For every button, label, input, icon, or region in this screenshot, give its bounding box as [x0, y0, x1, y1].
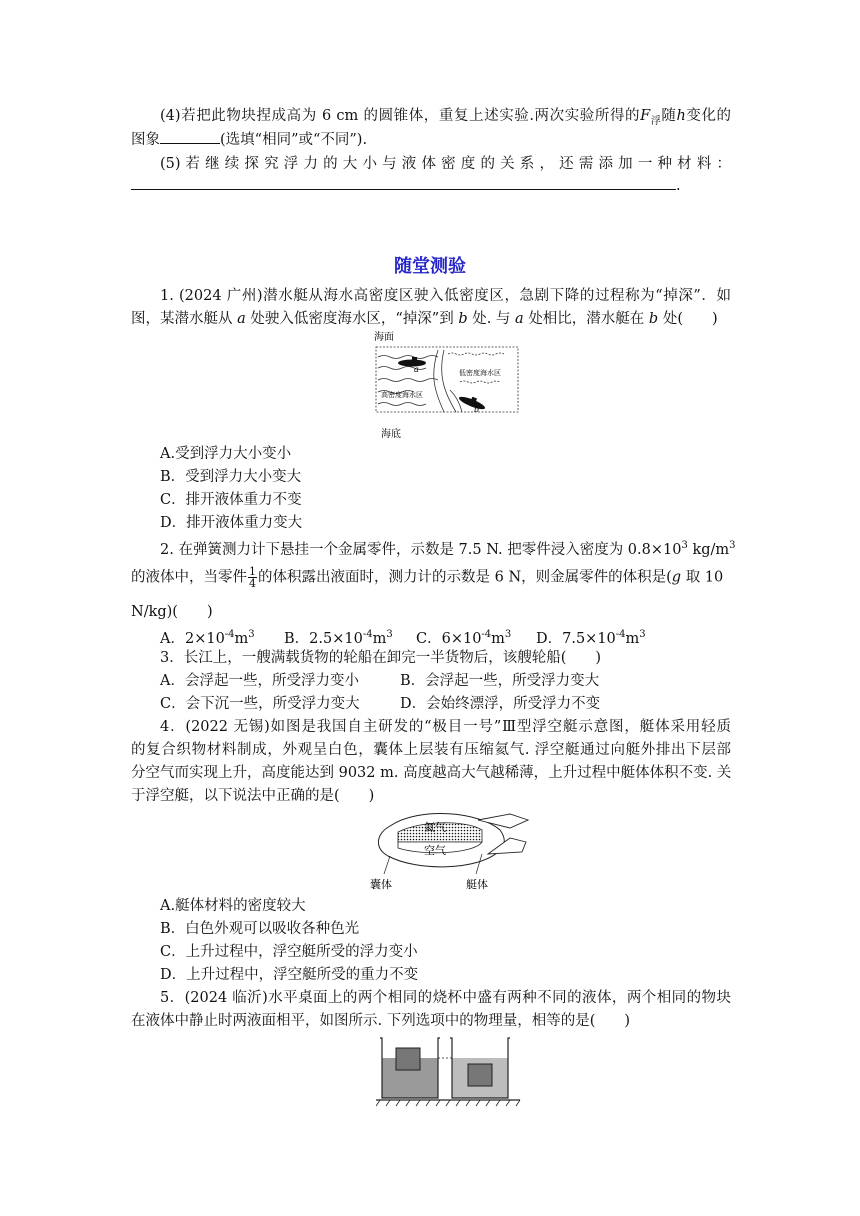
beakers-diagram [376, 1034, 522, 1110]
q4-part5-line1: (5) 若 继 续 探 究 浮 力 的 大 小 与 液 体 密 度 的 关 系 ， 还 需 添 加 一 种 材 料 ： [160, 156, 731, 172]
q4-line4: 于浮空艇，以下说法中正确的是( ) [131, 788, 375, 804]
q2-option-c[interactable]: C．$6\times 10^{-4}m^3$ [416, 629, 512, 647]
q2-line2: 的液体中，当零件 $\frac{1}{4}$ 的体积露出液面时，测力计的示数是 6 N，则金属零件的体积是(g 取 10 [131, 565, 724, 590]
q4-option-d[interactable]: D．上升过程中，浮空艇所受的重力不变 [160, 967, 419, 983]
label-high-density: 高密度海水区 [381, 391, 423, 399]
q4-line3: 分空气而实现上升，高度能达到 9032 m. 高度越高大气越稀薄，上升过程中艇体体积不变. 关 [131, 765, 732, 781]
airship-diagram [370, 808, 534, 892]
answer-blank[interactable] [160, 129, 220, 144]
q4-line2: 的复合织物材料制成，外观呈白色，囊体上层装有压缩氦气. 浮空艇通过向艇外排出下层部 [131, 742, 731, 758]
q4-option-c[interactable]: C．上升过程中，浮空艇所受的浮力变小 [160, 944, 418, 960]
svg-text:b: b [474, 405, 480, 414]
svg-text:a: a [414, 365, 419, 374]
q4-part5-line2: . [131, 175, 731, 196]
q4-part4-line2: 图象 (选填“相同”或“不同”). [131, 129, 731, 150]
q3-options-row1 [160, 671, 731, 691]
q1-line1: 1. (2024 广州)潜水艇从海水高密度区驶入低密度区，急剧下降的过程称为“掉深”．如 [160, 288, 731, 304]
block-right-icon [468, 1064, 492, 1086]
q2-option-a[interactable]: A．$2\times 10^{-4}m^3$ [160, 629, 255, 647]
q4-option-a[interactable]: A.艇体材料的密度较大 [160, 898, 306, 914]
label-sea-surface: 海面 [374, 332, 394, 343]
q3-options-row2 [160, 694, 731, 714]
q2-option-b[interactable]: B．$2.5\times 10^{-4}m^3$ [284, 629, 393, 647]
q4-part4-line1: (4)若把此物块捏成高为 6 cm 的圆锥体，重复上述实验.两次实验所得的$F_浮$随h变化的 [160, 108, 732, 127]
q1-option-d[interactable]: D．排开液体重力变大 [160, 515, 303, 531]
label-low-density: 低密度海水区 [459, 369, 501, 377]
q1-option-b[interactable]: B．受到浮力大小变大 [160, 469, 302, 485]
q5-line2: 在液体中静止时两液面相平，如图所示. 下列选项中的物理量，相等的是( ) [131, 1013, 631, 1029]
q2-line1: 2. 在弹簧测力计下悬挂一个金属零件，示数是 7.5 N. 把零件浸入密度为 $0.8\times 10^3$ $kg/m^3$ [160, 540, 736, 558]
q3-option-b[interactable]: B．会浮起一些，所受浮力变大 [400, 673, 600, 689]
block-left-icon [396, 1048, 420, 1070]
q2-option-d[interactable]: D．$7.5\times 10^{-4}m^3$ [536, 629, 646, 647]
q4-option-b[interactable]: B．白色外观可以吸收各种色光 [160, 921, 360, 937]
label-sea-bottom: 海底 [381, 429, 401, 440]
q1-option-c[interactable]: C．排开液体重力不变 [160, 492, 302, 508]
q2-line3: N/kg)( ) [131, 604, 213, 620]
fraction-one-quarter: $\frac{1}{4}$ [249, 565, 256, 590]
label-bag: 囊体 [370, 878, 392, 891]
q3-option-c[interactable]: C．会下沉一些，所受浮力变大 [160, 696, 360, 712]
q1-line2: 图，某潜水艇从 a 处驶入低密度海水区，“掉深”到 b 处. 与 a 处相比，潜水艇在 b 处( ) [131, 311, 718, 327]
q3-line1: 3．长江上，一艘满载货物的轮船在卸完一半货物后，该艘轮船( ) [160, 650, 602, 666]
label-hull: 艇体 [466, 878, 488, 891]
q3-option-a[interactable]: A．会浮起一些，所受浮力变小 [160, 673, 359, 689]
submarine-diagram [364, 330, 524, 442]
q5-line1: 5．(2024 临沂)水平桌面上的两个相同的烧杯中盛有两种不同的液体，两个相同的物块 [160, 990, 731, 1006]
answer-blank-long[interactable] [131, 175, 676, 190]
label-helium: 氦气 [424, 821, 446, 834]
q2-options [160, 625, 731, 649]
q1-option-a[interactable]: A.受到浮力大小变小 [160, 446, 292, 462]
label-air: 空气 [424, 844, 446, 857]
section-title: 随堂测验 [394, 256, 466, 277]
q3-option-d[interactable]: D．会始终漂浮，所受浮力不变 [400, 696, 601, 712]
q4-line1: 4．(2022 无锡)如图是我国自主研发的“极目一号”Ⅲ型浮空艇示意图，艇体采用轻质 [160, 719, 731, 735]
